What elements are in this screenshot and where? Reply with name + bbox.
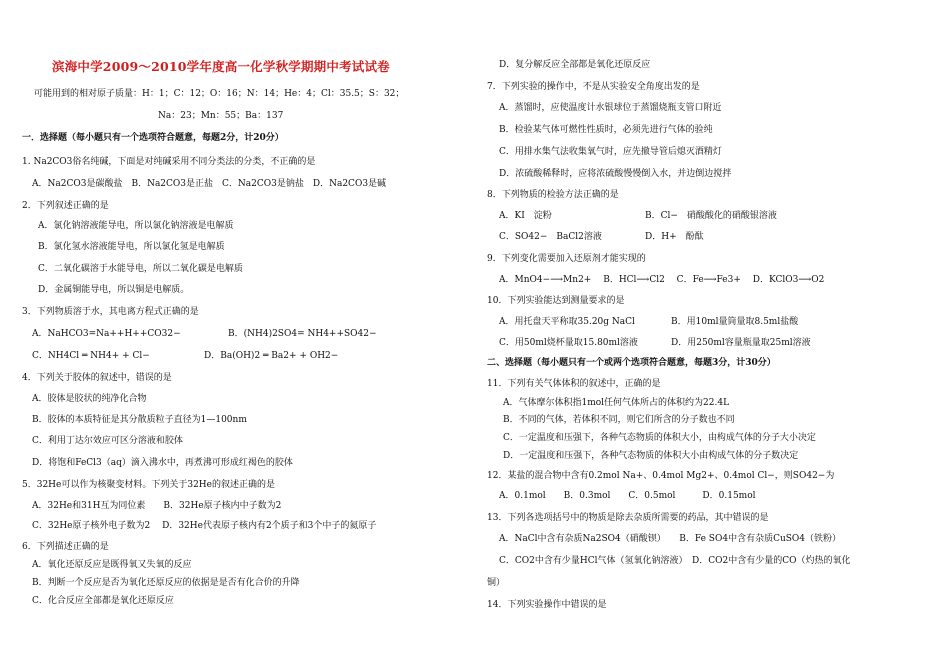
- text-line: B．(NH4)2SO4= NH4++SO42−: [228, 329, 377, 339]
- text-line: B．氯化氢水溶液能导电，所以氯化氢是电解质: [38, 242, 225, 252]
- text-line: 1. Na2CO3俗名纯碱，下面是对纯碱采用不同分类法的分类，不正确的是: [22, 157, 316, 167]
- text-line: C．CO2中含有少量HCl气体（氢氧化钠溶液） D．CO2中含有少量的CO（灼热的氧化: [499, 556, 851, 566]
- text-line: C．用50ml烧杯量取15.80ml溶液: [499, 338, 638, 348]
- text-line: 10．下列实验能达到测量要求的是: [487, 296, 625, 306]
- text-line: D．H+ 酚酞: [645, 232, 704, 242]
- text-line: D．用250ml容量瓶量取25ml溶液: [671, 338, 811, 348]
- text-line: C．32He原子核外电子数为2 D．32He代表原子核内有2个质子和3个中子的氦原子: [32, 521, 377, 531]
- text-line: A．0.1mol B．0.3mol C．0.5mol D．0.15mol: [499, 491, 756, 501]
- text-line: 13．下列各选项括号中的物质是除去杂质所需要的药品，其中错误的是: [487, 513, 769, 523]
- text-line: D．将饱和FeCl3（aq）滴入沸水中，再煮沸可形成红褐色的胶体: [32, 458, 293, 468]
- text-line: B．胶体的本质特征是其分散质粒子直径为1—100nm: [32, 415, 247, 425]
- text-line: D．复分解反应全部都是氧化还原反应: [499, 60, 651, 70]
- text-line: C．化合反应全部都是氧化还原反应: [32, 596, 174, 606]
- text-line: 8．下列物质的检验方法正确的是: [487, 190, 619, 200]
- text-line: A．氧化还原反应是既得氧又失氧的反应: [32, 560, 192, 570]
- text-line: Na：23；Mn：55；Ba：137: [158, 111, 284, 121]
- text-line: D．Ba(OH)2 ═ Ba2+ + OH2−: [204, 351, 339, 361]
- text-line: 11．下列有关气体体积的叙述中，正确的是: [487, 379, 661, 389]
- text-line: D．浓硫酸稀释时，应将浓硫酸慢慢倒入水，并边倒边搅拌: [499, 169, 732, 179]
- text-line: 9．下列变化需要加入还原剂才能实现的: [487, 254, 646, 264]
- text-line: C．NH4Cl ═ NH4+ + Cl−: [32, 351, 150, 361]
- text-line: A．气体摩尔体积指1mol任何气体所占的体积约为22.4L: [503, 398, 730, 408]
- text-line: A．NaHCO3=Na++H++CO32−: [32, 329, 181, 339]
- text-line: A．用托盘天平称取35.20g NaCl: [499, 317, 635, 327]
- text-line: 12．某盐的混合物中含有0.2mol Na+、0.4mol Mg2+、0.4mol Cl−，则SO42−为: [487, 471, 835, 481]
- text-line: D．一定温度和压强下，各种气态物质的体积大小由构成气体的分子数决定: [503, 451, 799, 461]
- text-line: A．Na2CO3是碳酸盐 B．Na2CO3是正盐 C．Na2CO3是钠盐 D．Na2CO3是碱: [32, 179, 387, 189]
- text-line: A．蒸馏时，应使温度计水银球位于蒸馏烧瓶支管口附近: [499, 103, 722, 113]
- text-line: B．判断一个反应是否为氧化还原反应的依据是是否有化合价的升降: [32, 578, 300, 588]
- text-line: A．32He和31H互为同位素 B．32He原子核内中子数为2: [32, 501, 282, 511]
- text-line: B．用10ml量筒量取8.5ml盐酸: [671, 317, 799, 327]
- section-heading: 一．选择题（每小题只有一个选项符合题意，每题2分，计20分）: [22, 133, 284, 143]
- text-line: C．用排水集气法收集氧气时，应先撤导管后熄灭酒精灯: [499, 147, 722, 157]
- text-line: A．氯化钠溶液能导电，所以氯化钠溶液是电解质: [38, 221, 234, 231]
- text-line: A．MnO4−⟶Mn2+ B．HCl⟶Cl2 C．Fe⟶Fe3+ D．KClO3⟶O2: [499, 275, 825, 285]
- text-line: B．不同的气体，若体积不同，则它们所含的分子数也不同: [503, 415, 735, 425]
- text-line: 2．下列叙述正确的是: [22, 201, 109, 211]
- text-line: 7．下列实验的操作中，不是从实验安全角度出发的是: [487, 82, 700, 92]
- text-line: 4．下列关于胶体的叙述中，错误的是: [22, 373, 172, 383]
- text-line: D．金属铜能导电，所以铜是电解质。: [38, 285, 190, 295]
- text-line: 5．32He可以作为核聚变材料。下列关于32He的叙述正确的是: [22, 480, 275, 490]
- text-line: C．二氧化碳溶于水能导电，所以二氧化碳是电解质: [38, 264, 243, 274]
- section-heading: 二、选择题（每小题只有一个或两个选项符合题意，每题3分，计30分）: [487, 358, 776, 368]
- text-line: 6．下列描述正确的是: [22, 542, 109, 552]
- text-line: B．Cl− 硝酸酸化的硝酸银溶液: [645, 211, 777, 221]
- text-line: 铜）: [487, 578, 506, 588]
- text-line: C．一定温度和压强下，各种气态物质的体积大小，由构成气体的分子大小决定: [503, 433, 816, 443]
- text-line: 3．下列物质溶于水，其电离方程式正确的是: [22, 307, 199, 317]
- text-line: 可能用到的相对原子质量：H：1；C：12；O：16；N：14；He：4；Cl：35.5；S：32；: [34, 89, 405, 99]
- text-line: A．NaCl中含有杂质Na2SO4（硝酸钡） B．Fe SO4中含有杂质CuSO4（铁粉）: [499, 534, 842, 544]
- text-line: C．SO42− BaCl2溶液: [499, 232, 602, 242]
- exam-title: 滨海中学2009～2010学年度高一化学秋学期期中考试试卷: [52, 59, 390, 74]
- text-line: A．胶体是胶状的纯净化合物: [32, 394, 147, 404]
- text-line: A．KI 淀粉: [499, 211, 552, 221]
- text-line: C．利用丁达尔效应可区分溶液和胶体: [32, 436, 183, 446]
- text-line: 14．下列实验操作中错误的是: [487, 600, 607, 610]
- text-line: B．检验某气体可燃性性质时，必须先进行气体的验纯: [499, 125, 713, 135]
